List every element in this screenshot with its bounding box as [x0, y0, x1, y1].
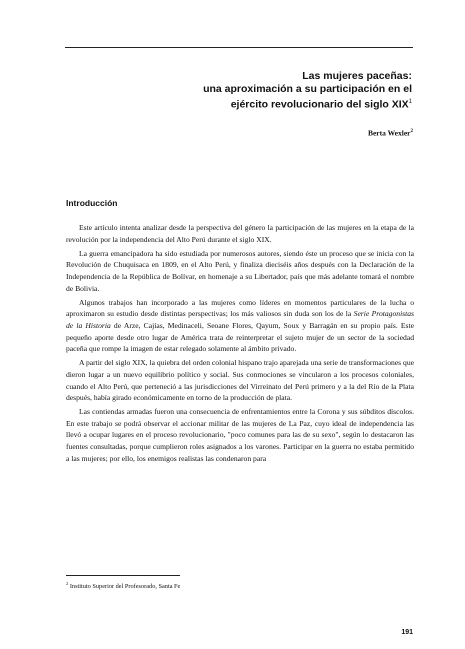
author-name [368, 127, 413, 139]
paragraph: Este artículo intenta analizar desde la perspectiva del género la participación de las mujeres en la etapa de la revolución por la independencia del Alto Perú durante el siglo XIX. [66, 223, 414, 244]
article-body [66, 222, 414, 467]
paragraph-text: Algunos trabajos han incorporado a las mujeres como líderes en momentos particulares de la lucha o aproximaron su estudio desde distintas perspectivas; los más valiosos sin duda son los de la [66, 297, 414, 319]
paragraph: A partir del siglo XIX, la quiebra del orden colonial hispano trajo aparejada una serie de transformaciones que dieron lugar a un nuevo equilibrio político y social. Sus conmociones se vincularon a los procesos coloniales, cuando el Alto Perú, que perteneció a las jurisdicciones del Virreinato del Perú primero y a la del Río de la Plata después, había girado económicamente en torno de la producción de plata. [66, 358, 414, 403]
paragraph: La guerra emancipadora ha sido estudiada por numerosos autores, siendo éste un proceso que se inicia con la Revolución de Chuquisaca en 1809, en el Alto Perú, y finaliza dieciséis años después con la Declaración de la Independencia de la República de Bolívar, en homenaje a su Libertador, país que más adelante tomará el nombre de Bolivia. [66, 248, 414, 293]
section-heading: Introducción [66, 198, 118, 208]
paragraph: Las contiendas armadas fueron una consecuencia de enfrentamientos entre la Corona y sus súbditos díscolos. En este trabajo se podrá observar el accionar militar de las mujeres de La Paz, cuyo ideal de independencia las llevó a ocupar lugares en el proceso revolucionario, "poco comunes para las de su sexo", según lo destacaron las fuentes consultadas, porque cumplieron roles asignados a los varones. Participar en la guerra no estaba permitido a las mujeres; por ello, los enemigos realistas las condenaron para [66, 407, 414, 463]
title-line: una aproximación a su participación en el [203, 83, 412, 95]
paragraph [66, 297, 414, 355]
footnote-rule [66, 575, 180, 576]
author-footnote-mark: 2 [410, 129, 413, 134]
paragraph-text: de Arze, Cajías, Medinaceli, Seoane Flores, Qayum, Soux y Barragán en su propio país. Este pequeño aporte desde otro lugar de América trata de reinterpretar el sujeto mujer de un sector de la sociedad paceña que rompe la imagen de estar relegado solamente al ámbito privado. [66, 320, 414, 354]
title-line [66, 96, 412, 112]
footnote-mark: 2 [66, 581, 69, 586]
top-rule [65, 47, 413, 48]
article-title [66, 70, 412, 112]
title-footnote-mark: 1 [408, 99, 412, 105]
page-number: 191 [401, 629, 413, 636]
series-title: Serie Protagonistas de la Historia [66, 309, 414, 330]
title-line-text: ejército revolucionario del siglo XIX [230, 98, 409, 111]
footnote-text: Instituto Superior del Profesorado, Santa Fe [69, 583, 181, 591]
footnote [66, 579, 180, 591]
author-name-text: Berta Wexler [367, 128, 411, 138]
title-line: Las mujeres paceñas: [302, 70, 412, 82]
